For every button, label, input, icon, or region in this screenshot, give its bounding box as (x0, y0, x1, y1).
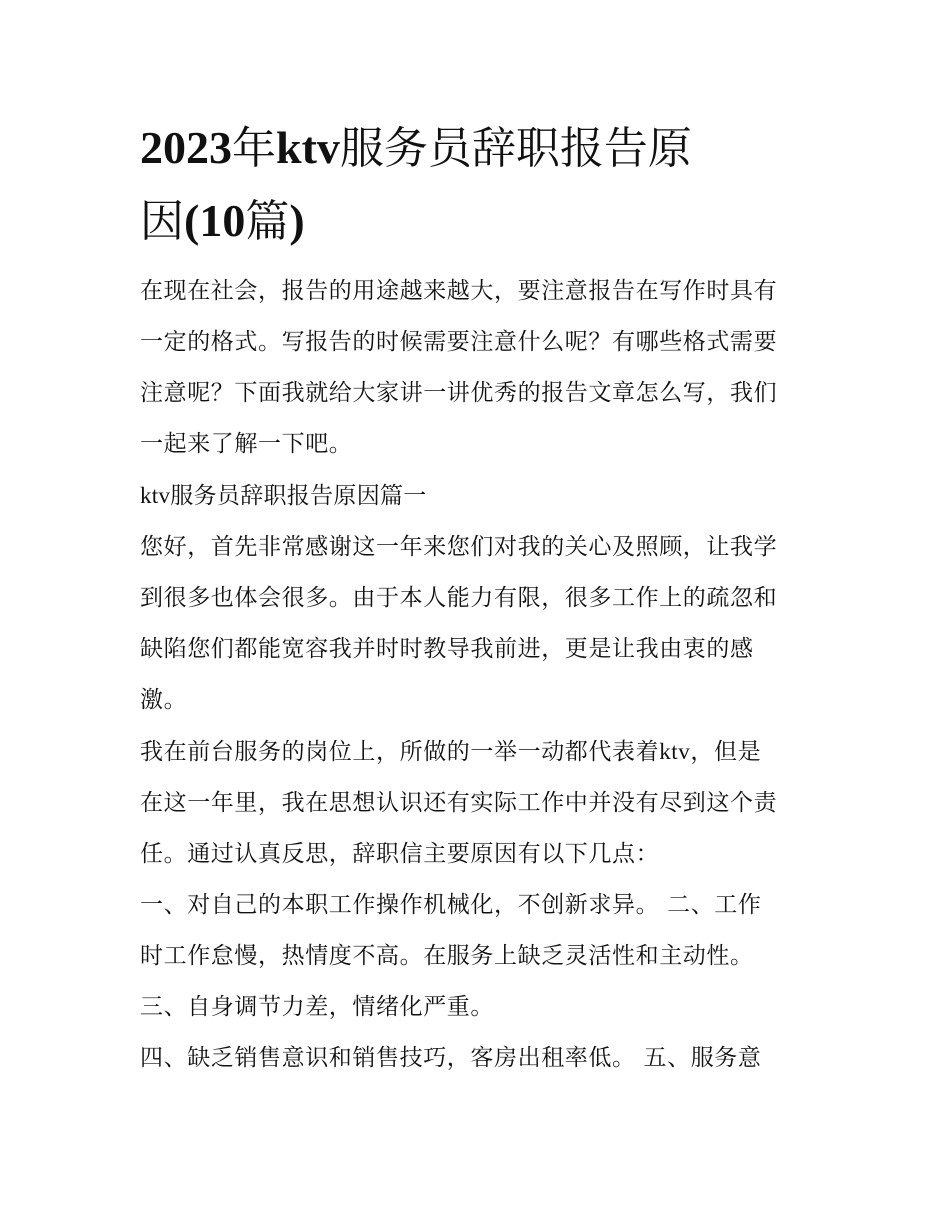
text-line: 激。 (140, 687, 188, 713)
title-ktv: ktv (276, 122, 340, 173)
text-segment: 我在前台服务的岗位上，所做的一举一动都代表着 (140, 739, 660, 765)
section-heading (140, 470, 815, 522)
title-text: ) (289, 195, 305, 246)
document-title (140, 112, 815, 258)
text-line: 在这一年里，我在思想认识还有实际工作中并没有尽到这个责 (140, 790, 778, 816)
reasons-list (140, 880, 815, 1084)
text-segment: ，但是 (690, 739, 762, 765)
text-line (140, 726, 815, 778)
text-line: 三、自身调节力差，情绪化严重。 (140, 994, 494, 1020)
text-ktv: ktv (659, 739, 691, 764)
title-year: 2023 (140, 122, 232, 173)
text-line: 任。通过认真反思，辞职信主要原因有以下几点： (140, 841, 660, 867)
section-heading-ktv: ktv (140, 483, 171, 508)
title-text: 服务员辞职报告原 (339, 123, 692, 174)
text-line: 一起来了解一下吧。 (140, 431, 353, 457)
section-heading-text: 服务员辞职报告原因篇一 (170, 483, 427, 509)
text-line: 缺陷您们都能宽容我并时时教导我前进，更是让我由衷的感 (140, 636, 754, 662)
document-body (140, 112, 815, 1084)
text-line: 一定的格式。写报告的时候需要注意什么呢？有哪些格式需要 (140, 329, 778, 355)
paragraph-reflection (140, 726, 815, 880)
text-line: 在现在社会，报告的用途越来越大，要注意报告在写作时具有 (140, 278, 778, 304)
text-line: 四、缺乏销售意识和销售技巧，客房出租率低。 五、服务意 (140, 1045, 762, 1071)
title-text: 年 (232, 123, 276, 174)
text-line: 时工作怠慢，热情度不高。在服务上缺乏灵活性和主动性。 (140, 943, 754, 969)
title-text: 篇 (245, 196, 290, 247)
title-count: (10 (184, 195, 246, 246)
title-text: 因 (140, 196, 184, 247)
text-line: 一、对自己的本职工作操作机械化，不创新求异。 二、工作 (140, 892, 762, 918)
text-line: 注意呢？下面我就给大家讲一讲优秀的报告文章怎么写，我们 (140, 380, 778, 406)
text-line: 您好，首先非常感谢这一年来您们对我的关心及照顾，让我学 (140, 534, 778, 560)
paragraph-gratitude (140, 522, 815, 726)
intro-paragraph (140, 266, 815, 470)
text-line: 到很多也体会很多。由于本人能力有限，很多工作上的疏忽和 (140, 585, 778, 611)
